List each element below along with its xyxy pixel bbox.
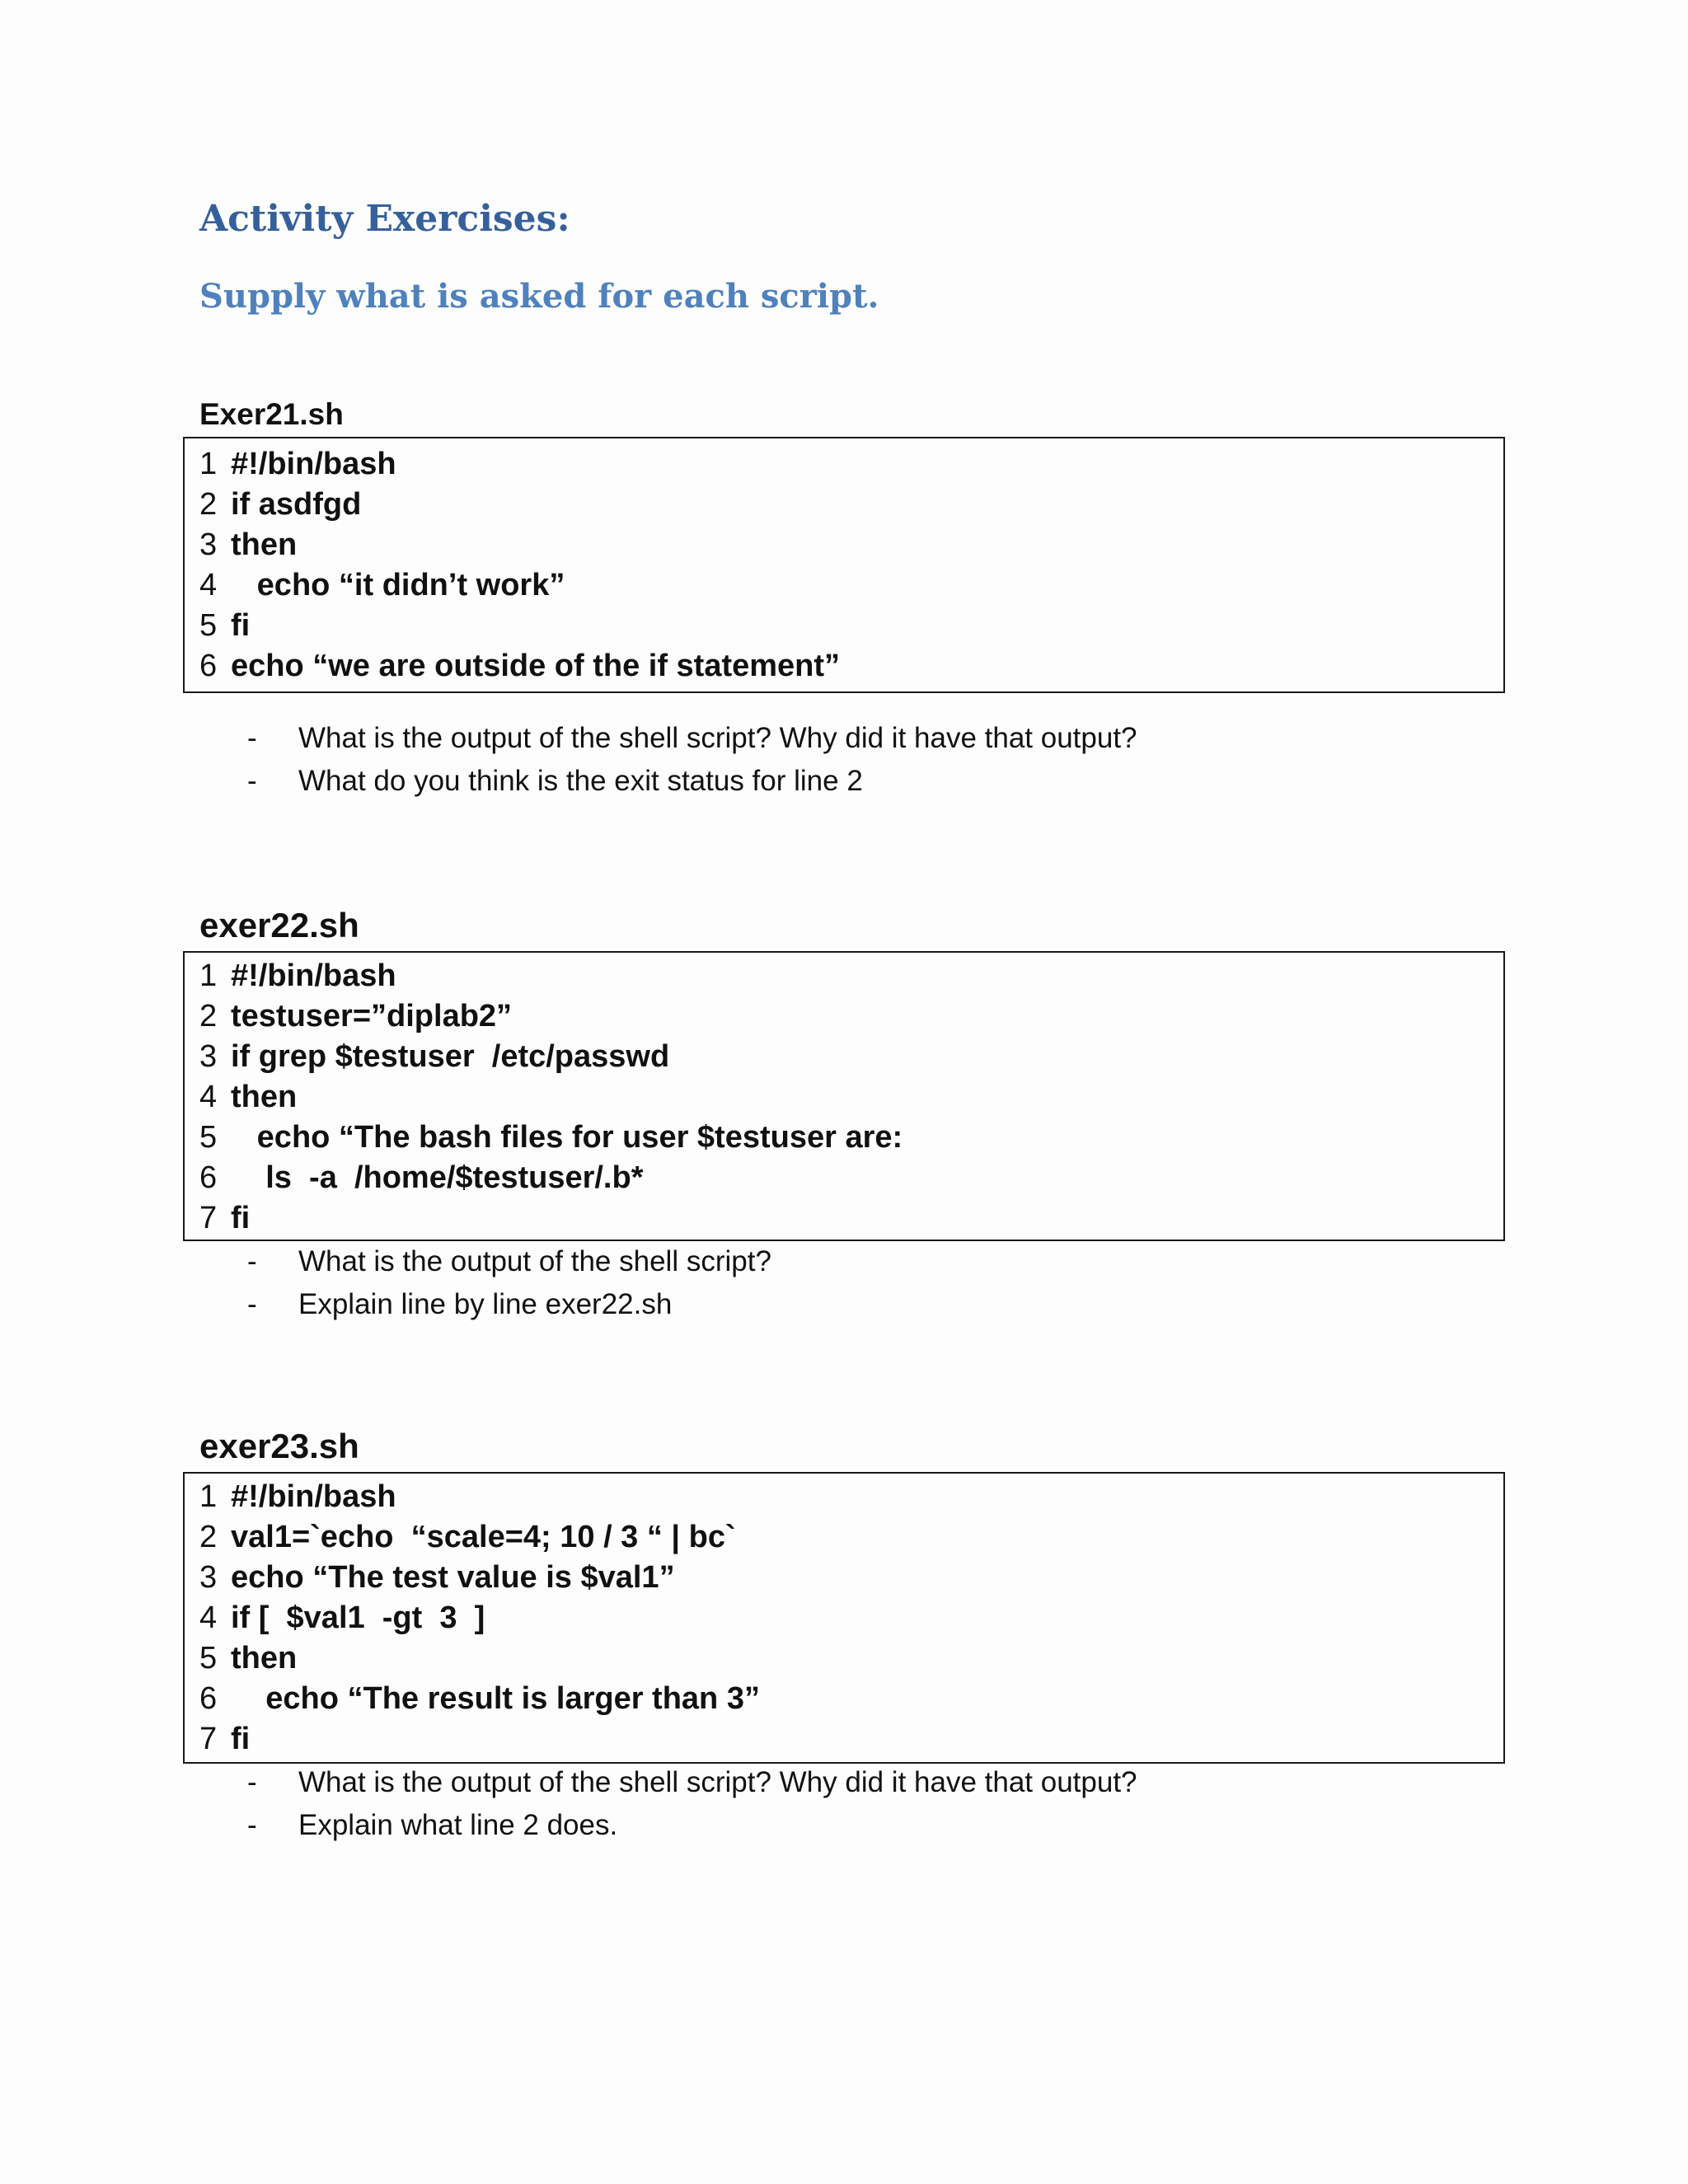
- question-text: What do you think is the exit status for line 2: [298, 765, 863, 797]
- code-text: #!/bin/bash: [231, 958, 396, 993]
- exercise-filename: Exer21.sh: [199, 397, 344, 431]
- code-text: echo “The bash files for user $testuser are:: [231, 1120, 903, 1155]
- code-line: [199, 1037, 669, 1077]
- code-line: [199, 525, 297, 565]
- bullet-dash: -: [247, 1766, 257, 1798]
- code-line: [199, 1158, 644, 1198]
- code-text: then: [231, 1641, 298, 1675]
- question-text: What is the output of the shell script? Why did it have that output?: [298, 1766, 1137, 1798]
- code-line: [199, 1118, 903, 1158]
- code-text: #!/bin/bash: [231, 1479, 396, 1514]
- code-text: echo “it didn’t work”: [231, 568, 565, 602]
- question-text: Explain line by line exer22.sh: [298, 1288, 673, 1320]
- exercise-filename: exer23.sh: [199, 1427, 359, 1465]
- line-number: 6: [199, 1160, 218, 1195]
- code-text: testuser=”diplab2”: [231, 999, 513, 1033]
- line-number: 4: [199, 1080, 218, 1114]
- code-text: fi: [231, 608, 251, 643]
- line-number: 3: [199, 527, 218, 562]
- line-number: 2: [199, 487, 218, 522]
- line-number: 7: [199, 1722, 218, 1756]
- code-line: [199, 646, 840, 687]
- code-line: [199, 1679, 760, 1719]
- code-text: echo “The test value is $val1”: [231, 1560, 675, 1595]
- code-line: [199, 956, 396, 996]
- code-text: then: [231, 527, 298, 562]
- line-number: 1: [199, 447, 218, 481]
- code-line: [199, 606, 250, 646]
- code-line: [199, 1598, 485, 1638]
- line-number: 6: [199, 649, 218, 683]
- code-text: echo “The result is larger than 3”: [231, 1681, 760, 1716]
- code-text: echo “we are outside of the if statement”: [231, 649, 841, 683]
- code-line: [199, 1477, 396, 1517]
- question-text: What is the output of the shell script?: [298, 1245, 771, 1277]
- question-text: What is the output of the shell script? Why did it have that output?: [298, 722, 1137, 754]
- code-block: [183, 437, 1505, 693]
- code-line: [199, 1517, 736, 1558]
- line-number: 2: [199, 999, 218, 1033]
- line-number: 1: [199, 1479, 218, 1514]
- code-text: then: [231, 1080, 298, 1114]
- code-text: val1=`echo “scale=4; 10 / 3 “ | bc`: [231, 1520, 736, 1554]
- code-line: [199, 1638, 297, 1679]
- code-line: [199, 1077, 297, 1118]
- code-line: [199, 1198, 250, 1239]
- bullet-dash: -: [247, 1809, 257, 1841]
- line-number: 5: [199, 1120, 218, 1155]
- code-line: [199, 1558, 675, 1598]
- line-number: 4: [199, 568, 218, 602]
- code-text: fi: [231, 1722, 251, 1756]
- code-text: if asdfgd: [231, 487, 362, 522]
- line-number: 3: [199, 1039, 218, 1074]
- line-number: 7: [199, 1201, 218, 1235]
- code-line: [199, 1719, 250, 1760]
- code-line: [199, 485, 361, 525]
- line-number: 3: [199, 1560, 218, 1595]
- code-block: [183, 951, 1505, 1241]
- page-subtitle: Supply what is asked for each script.: [199, 277, 879, 316]
- bullet-dash: -: [247, 765, 257, 797]
- page-title: Activity Exercises:: [199, 198, 570, 240]
- bullet-dash: -: [247, 1288, 257, 1320]
- code-block: [183, 1472, 1505, 1764]
- bullet-dash: -: [247, 722, 257, 754]
- line-number: 4: [199, 1601, 218, 1635]
- line-number: 2: [199, 1520, 218, 1554]
- code-line: [199, 565, 565, 606]
- code-text: if grep $testuser /etc/passwd: [231, 1039, 670, 1074]
- bullet-dash: -: [247, 1245, 257, 1277]
- code-text: #!/bin/bash: [231, 447, 396, 481]
- code-line: [199, 996, 512, 1037]
- code-text: if [ $val1 -gt 3 ]: [231, 1601, 485, 1635]
- code-text: fi: [231, 1201, 251, 1235]
- line-number: 1: [199, 958, 218, 993]
- code-text: ls -a /home/$testuser/.b*: [231, 1160, 644, 1195]
- question-text: Explain what line 2 does.: [298, 1809, 618, 1841]
- line-number: 5: [199, 1641, 218, 1675]
- line-number: 5: [199, 608, 218, 643]
- exercise-filename: exer22.sh: [199, 906, 359, 944]
- code-line: [199, 444, 396, 485]
- line-number: 6: [199, 1681, 218, 1716]
